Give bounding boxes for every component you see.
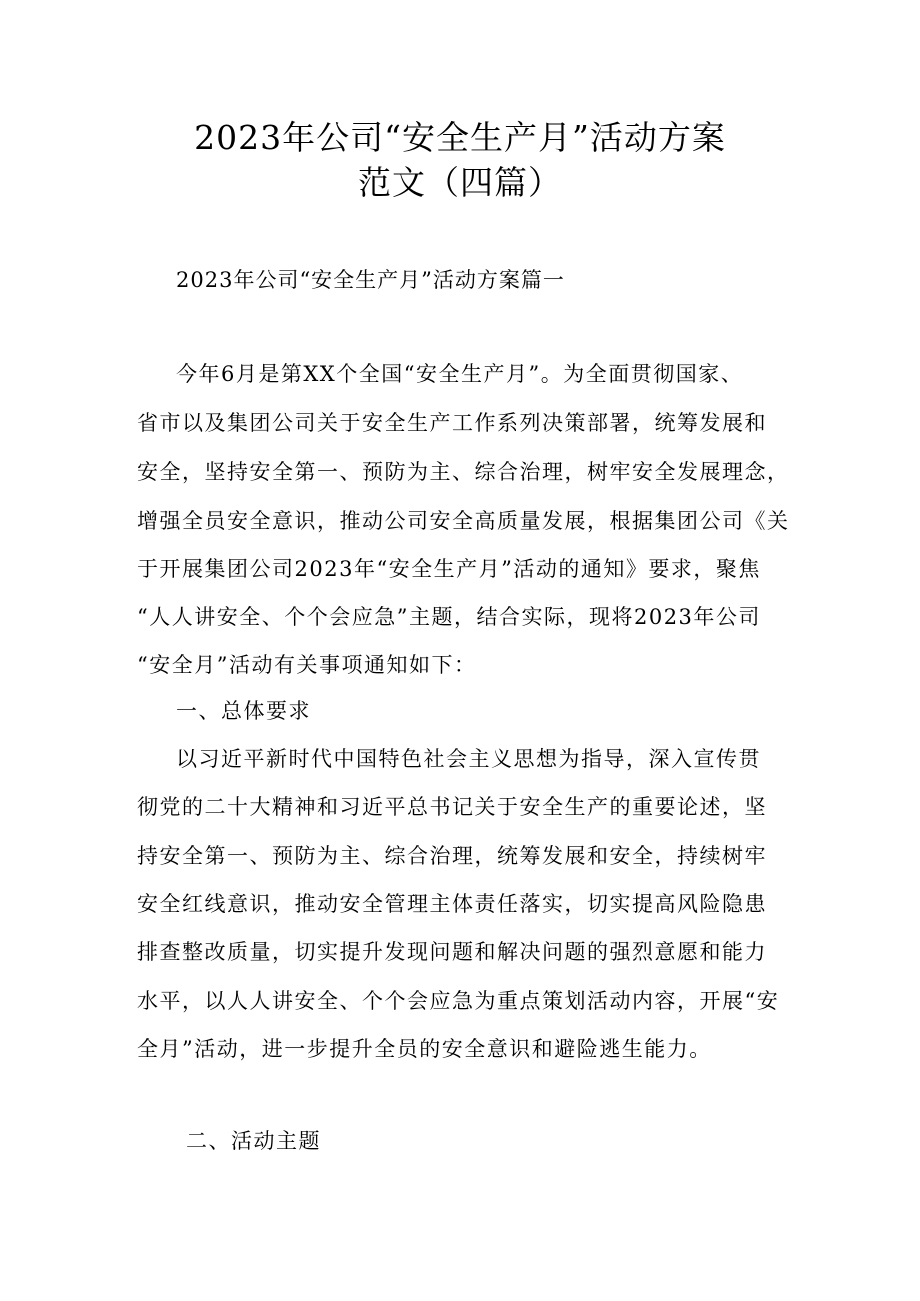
- paragraph-line: 持安全第一、预防为主、综合治理，统筹发展和安全，持续树牢: [137, 844, 767, 868]
- article-subheading: 2023年公司“安全生产月”活动方案篇一: [176, 268, 565, 292]
- paragraph-line: 今年6月是第XX个全国“安全生产月”。为全面贯彻国家、: [176, 362, 744, 386]
- paragraph-line: 水平，以人人讲安全、个个会应急为重点策划活动内容，开展“安: [137, 989, 780, 1013]
- paragraph-line: 排查整改质量，切实提升发现问题和解决问题的强烈意愿和能力: [137, 940, 767, 964]
- paragraph-line: 安全，坚持安全第一、预防为主、综合治理，树牢安全发展理念，: [137, 460, 790, 484]
- paragraph-line: 彻党的二十大精神和习近平总书记关于安全生产的重要论述，坚: [137, 795, 767, 819]
- section-heading-general-requirements: 一、总体要求: [176, 699, 311, 723]
- document-title-line1: 2023年公司“安全生产月”活动方案: [194, 118, 726, 157]
- section-heading-activity-theme: 二、活动主题: [186, 1129, 321, 1153]
- paragraph-line: 省市以及集团公司关于安全生产工作系列决策部署，统筹发展和: [137, 411, 767, 435]
- document-title-line2: 范文（四篇）: [358, 163, 562, 202]
- paragraph-line: 安全红线意识，推动安全管理主体责任落实，切实提高风险隐患: [137, 892, 767, 916]
- paragraph-line: “安全月”活动有关事项通知如下：: [137, 653, 477, 677]
- paragraph-line: 增强全员安全意识，推动公司安全高质量发展，根据集团公司《关: [137, 509, 790, 533]
- paragraph-line: “人人讲安全、个个会应急”主题，结合实际，现将2023年公司: [137, 605, 761, 629]
- paragraph-line: 以习近平新时代中国特色社会主义思想为指导，深入宣传贯: [176, 747, 761, 771]
- paragraph-line: 全月”活动，进一步提升全员的安全意识和避险逃生能力。: [137, 1037, 712, 1061]
- paragraph-line: 于开展集团公司2023年“安全生产月”活动的通知》要求，聚焦: [137, 557, 761, 581]
